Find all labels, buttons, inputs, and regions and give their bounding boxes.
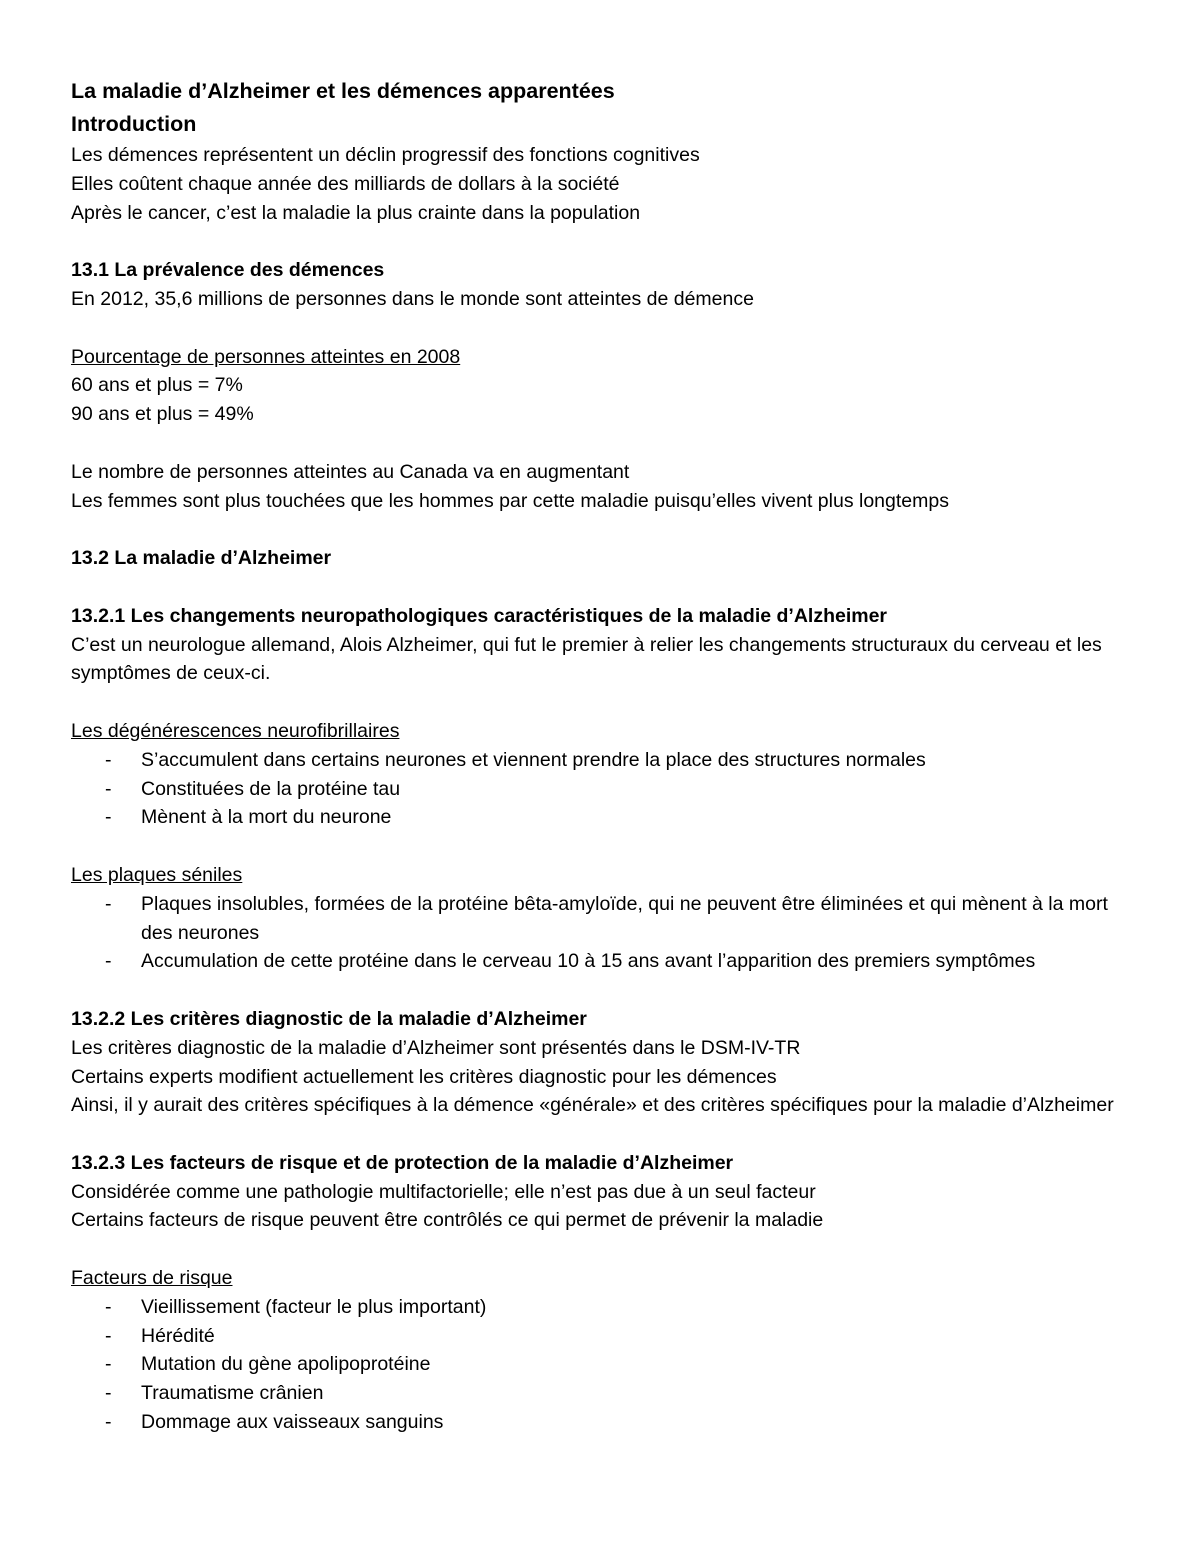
risk-line: Certains facteurs de risque peuvent être contrôlés ce qui permet de prévenir la maladie [71, 1209, 824, 1232]
list-item: - Hérédité [71, 1322, 1140, 1351]
section-heading-13-2: 13.2 La maladie d’Alzheimer [71, 547, 332, 570]
section-heading-13-2-2: 13.2.2 Les critères diagnostic de la maladie d’Alzheimer [71, 1007, 587, 1030]
prevalence-line: En 2012, 35,6 millions de personnes dans le monde sont atteintes de démence [71, 287, 754, 310]
risk-factors-subheading: Facteurs de risque [71, 1267, 233, 1290]
degenerescences-subheading: Les dégénérescences neurofibrillaires [71, 719, 400, 742]
document-title: La maladie d’Alzheimer et les démences apparentées [71, 79, 615, 103]
prevalence-detail-line: Les femmes sont plus touchées que les hommes par cette maladie puisqu’elles vivent plus longtemps [71, 489, 949, 512]
spacer [71, 1235, 1140, 1264]
alzheimer-paragraph: C’est un neurologue allemand, Alois Alzheimer, qui fut le premier à relier les changements structuraux du cerveau et les symptômes de ceux-ci. [71, 633, 1102, 685]
stat-line: 60 ans et plus = 7% [71, 374, 243, 397]
section-heading-13-2-3: 13.2.3 Les facteurs de risque et de protection de la maladie d’Alzheimer [71, 1151, 734, 1174]
stat-line: 90 ans et plus = 49% [71, 403, 254, 426]
intro-line: Elles coûtent chaque année des milliards de dollars à la société [71, 172, 620, 195]
spacer [71, 573, 1140, 602]
spacer [71, 832, 1140, 861]
criteria-line: Ainsi, il y aurait des critères spécifiques à la démence «générale» et des critères spécifiques pour la maladie d’Alzheimer [71, 1094, 1114, 1117]
spacer [71, 976, 1140, 1005]
list-item: - Traumatisme crânien [71, 1379, 1140, 1408]
criteria-line: Les critères diagnostic de la maladie d’Alzheimer sont présentés dans le DSM-IV-TR [71, 1036, 801, 1059]
criteria-line: Certains experts modifient actuellement les critères diagnostic pour les démences [71, 1065, 777, 1088]
plaques-subheading: Les plaques séniles [71, 863, 243, 886]
list-item: - Mènent à la mort du neurone [71, 803, 1140, 832]
risk-factors-list [71, 1293, 1140, 1437]
plaques-list [71, 890, 1140, 976]
list-item: - Accumulation de cette protéine dans le cerveau 10 à 15 ans avant l’apparition des premiers symptômes [71, 947, 1140, 976]
list-item: - S’accumulent dans certains neurones et viennent prendre la place des structures normales [71, 746, 1140, 775]
percentage-subheading: Pourcentage de personnes atteintes en 2008 [71, 345, 461, 368]
list-item: - Vieillissement (facteur le plus important) [71, 1293, 1140, 1322]
list-item: - Plaques insolubles, formées de la protéine bêta-amyloïde, qui ne peuvent être éliminées et qui mènent à la mort des neurones [71, 890, 1140, 948]
intro-heading: Introduction [71, 112, 197, 136]
list-item: - Dommage aux vaisseaux sanguins [71, 1408, 1140, 1437]
spacer [71, 314, 1140, 343]
section-heading-13-1: 13.1 La prévalence des démences [71, 259, 385, 282]
degenerescences-list [71, 746, 1140, 832]
intro-line: Après le cancer, c’est la maladie la plus crainte dans la population [71, 201, 641, 224]
spacer [71, 429, 1140, 458]
spacer [71, 1120, 1140, 1149]
spacer [71, 515, 1140, 544]
spacer [71, 227, 1140, 256]
risk-line: Considérée comme une pathologie multifactorielle; elle n’est pas due à un seul facteur [71, 1180, 816, 1203]
intro-line: Les démences représentent un déclin progressif des fonctions cognitives [71, 144, 700, 166]
prevalence-detail-line: Le nombre de personnes atteintes au Canada va en augmentant [71, 460, 630, 483]
spacer [71, 688, 1140, 717]
list-item: - Mutation du gène apolipoprotéine [71, 1350, 1140, 1379]
list-item: - Constituées de la protéine tau [71, 775, 1140, 804]
section-heading-13-2-1: 13.2.1 Les changements neuropathologiques caractéristiques de la maladie d’Alzheimer [71, 604, 888, 627]
